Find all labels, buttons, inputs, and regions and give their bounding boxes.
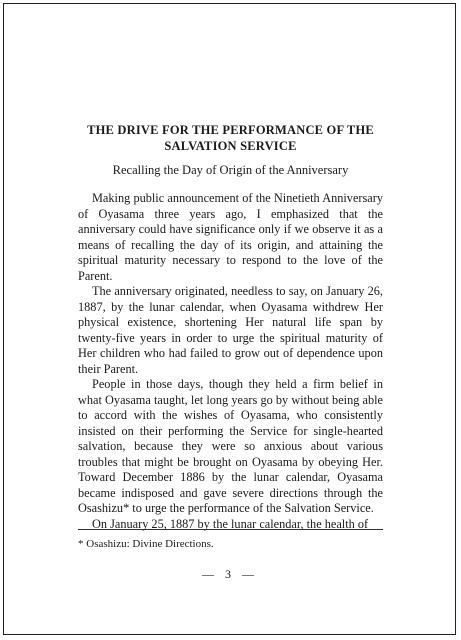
page-number: — 3 — bbox=[202, 567, 258, 581]
paragraph-1: Making public announcement of the Ninetieth Anniversary of Oyasama three years ago, I emphasized that the anniversary could have significance only if we observe it as a means of recalling the day of its origin, and attaining the spiritual maturity necessary to respond to the love of the Parent. bbox=[78, 191, 383, 283]
body-text bbox=[78, 191, 383, 532]
chapter-title: THE DRIVE FOR THE PERFORMANCE OF THE SALVATION SERVICE bbox=[87, 123, 374, 153]
chapter-subtitle: Recalling the Day of Origin of the Anniversary bbox=[112, 163, 349, 177]
footnote-divider bbox=[78, 529, 383, 530]
paragraph-4: On January 25, 1887 by the lunar calendar, the health of bbox=[92, 516, 369, 531]
footnote: * Osashizu: Divine Directions. bbox=[78, 538, 214, 550]
paragraph-2: The anniversary originated, needless to say, on January 26, 1887, by the lunar calendar, when Oyasama withdrew Her physical existence, shortening Her natural life span by twenty-five years in order to urge the spiritual maturity of Her children who had failed to grow out of dependence upon their Parent. bbox=[78, 284, 383, 376]
paragraph-3: People in those days, though they held a firm belief in what Oyasama taught, let long years go by without being able to accord with the wishes of Oyasama, who consistently insisted on their performing the Service for single-hearted salvation, because they were so anxious about various troubles that might be brought on Oyasama by obeying Her. Toward December 1886 by the lunar calendar, Oyasama became indisposed and gave severe directions through the Osashizu* to urge the performance of the Salvation Service. bbox=[78, 377, 383, 515]
